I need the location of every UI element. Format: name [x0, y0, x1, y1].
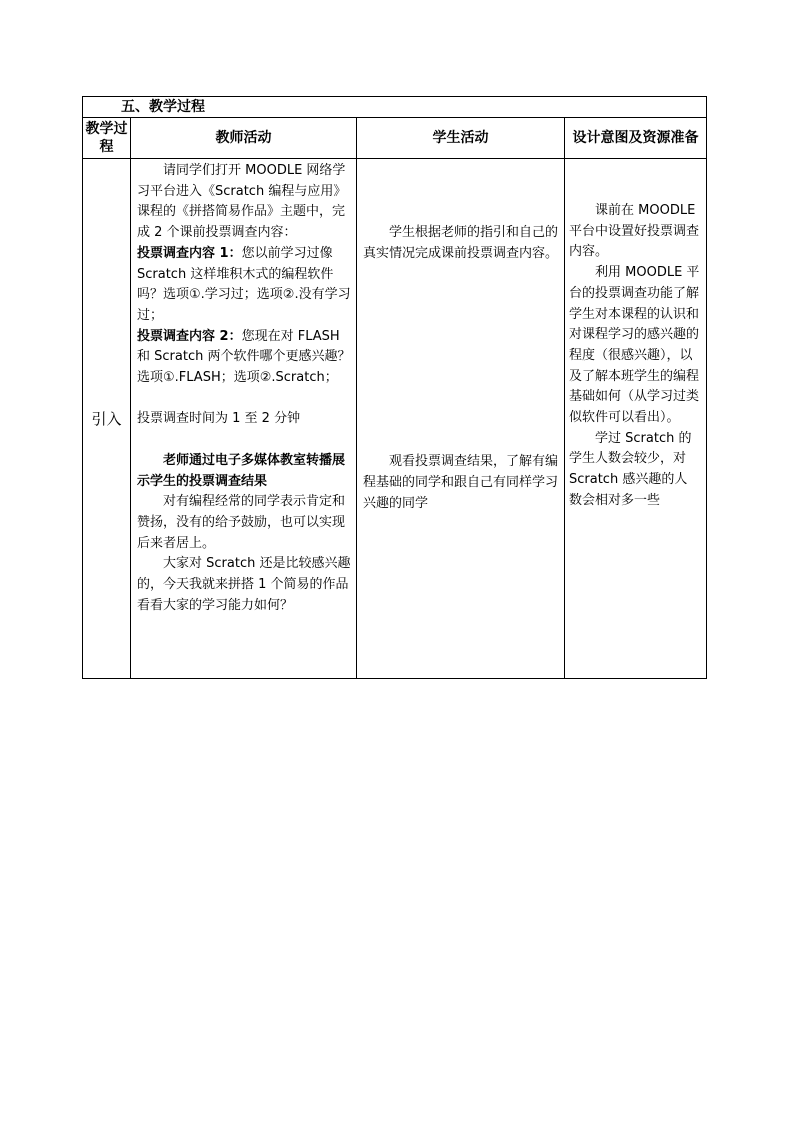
vote-question-1	[137, 244, 352, 327]
header-teacher-activity: 教师活动	[131, 118, 357, 159]
vote-question-2	[137, 327, 352, 389]
vote-time: 投票调查时间为 1 至 2 分钟	[137, 411, 301, 427]
teacher-praise: 对有编程经常的同学表示肯定和赞扬，没有的给予鼓励，也可以实现后来者居上。	[137, 494, 346, 551]
design-intent-1: 课前在 MOODLE 平台中设置好投票调查内容。	[569, 203, 700, 260]
teaching-process-table	[82, 96, 707, 679]
teacher-activity-cell	[131, 159, 357, 679]
vote-question-2-label: 投票调查内容 2：	[137, 328, 242, 344]
teacher-intro: 请同学们打开 MOODLE 网络学习平台进入《Scratch 编程与应用》课程的《拼搭简易作品》主题中，完成 2 个课前投票调查内容：	[137, 163, 347, 241]
vote-question-2-text: 您现在对 FLASH 和 Scratch 两个软件哪个更感兴趣？选项①.FLASH；选项②.Scratch；	[137, 328, 351, 386]
header-stage: 教学过程	[83, 118, 131, 159]
section-title: 五、教学过程	[83, 97, 707, 118]
design-intent-3: 学过 Scratch 的学生人数会较少，对 Scratch 感兴趣的人数会相对多一些	[569, 430, 692, 508]
student-activity-2: 观看投票调查结果，了解有编程基础的同学和跟自己有同样学习兴趣的同学	[363, 454, 559, 511]
design-intent-2: 利用 MOODLE 平台的投票调查功能了解学生对本课程的认识和对课程学习的感兴趣的程度（很感兴趣），以及了解本班学生的编程基础如何（从学习过类似软件可以看出）。	[569, 265, 700, 426]
student-activity-1: 学生根据老师的指引和自己的真实情况完成课前投票调查内容。	[363, 225, 559, 261]
student-activity-cell	[357, 159, 565, 679]
header-design-intent: 设计意图及资源准备	[565, 118, 707, 159]
design-intent-cell	[565, 159, 707, 679]
vote-question-1-label: 投票调查内容 1：	[137, 245, 242, 261]
teacher-closing: 大家对 Scratch 还是比较感兴趣的，今天我就来拼搭 1 个简易的作品看看大家的学习能力如何？	[137, 556, 351, 613]
stage-label: 引入	[83, 159, 131, 679]
show-results: 老师通过电子多媒体教室转播展示学生的投票调查结果	[137, 452, 346, 489]
header-student-activity: 学生活动	[357, 118, 565, 159]
vote-question-1-text: 您以前学习过像 Scratch 这样堆积木式的编程软件吗？选项①.学习过；选项②.没有学习过；	[137, 245, 351, 323]
